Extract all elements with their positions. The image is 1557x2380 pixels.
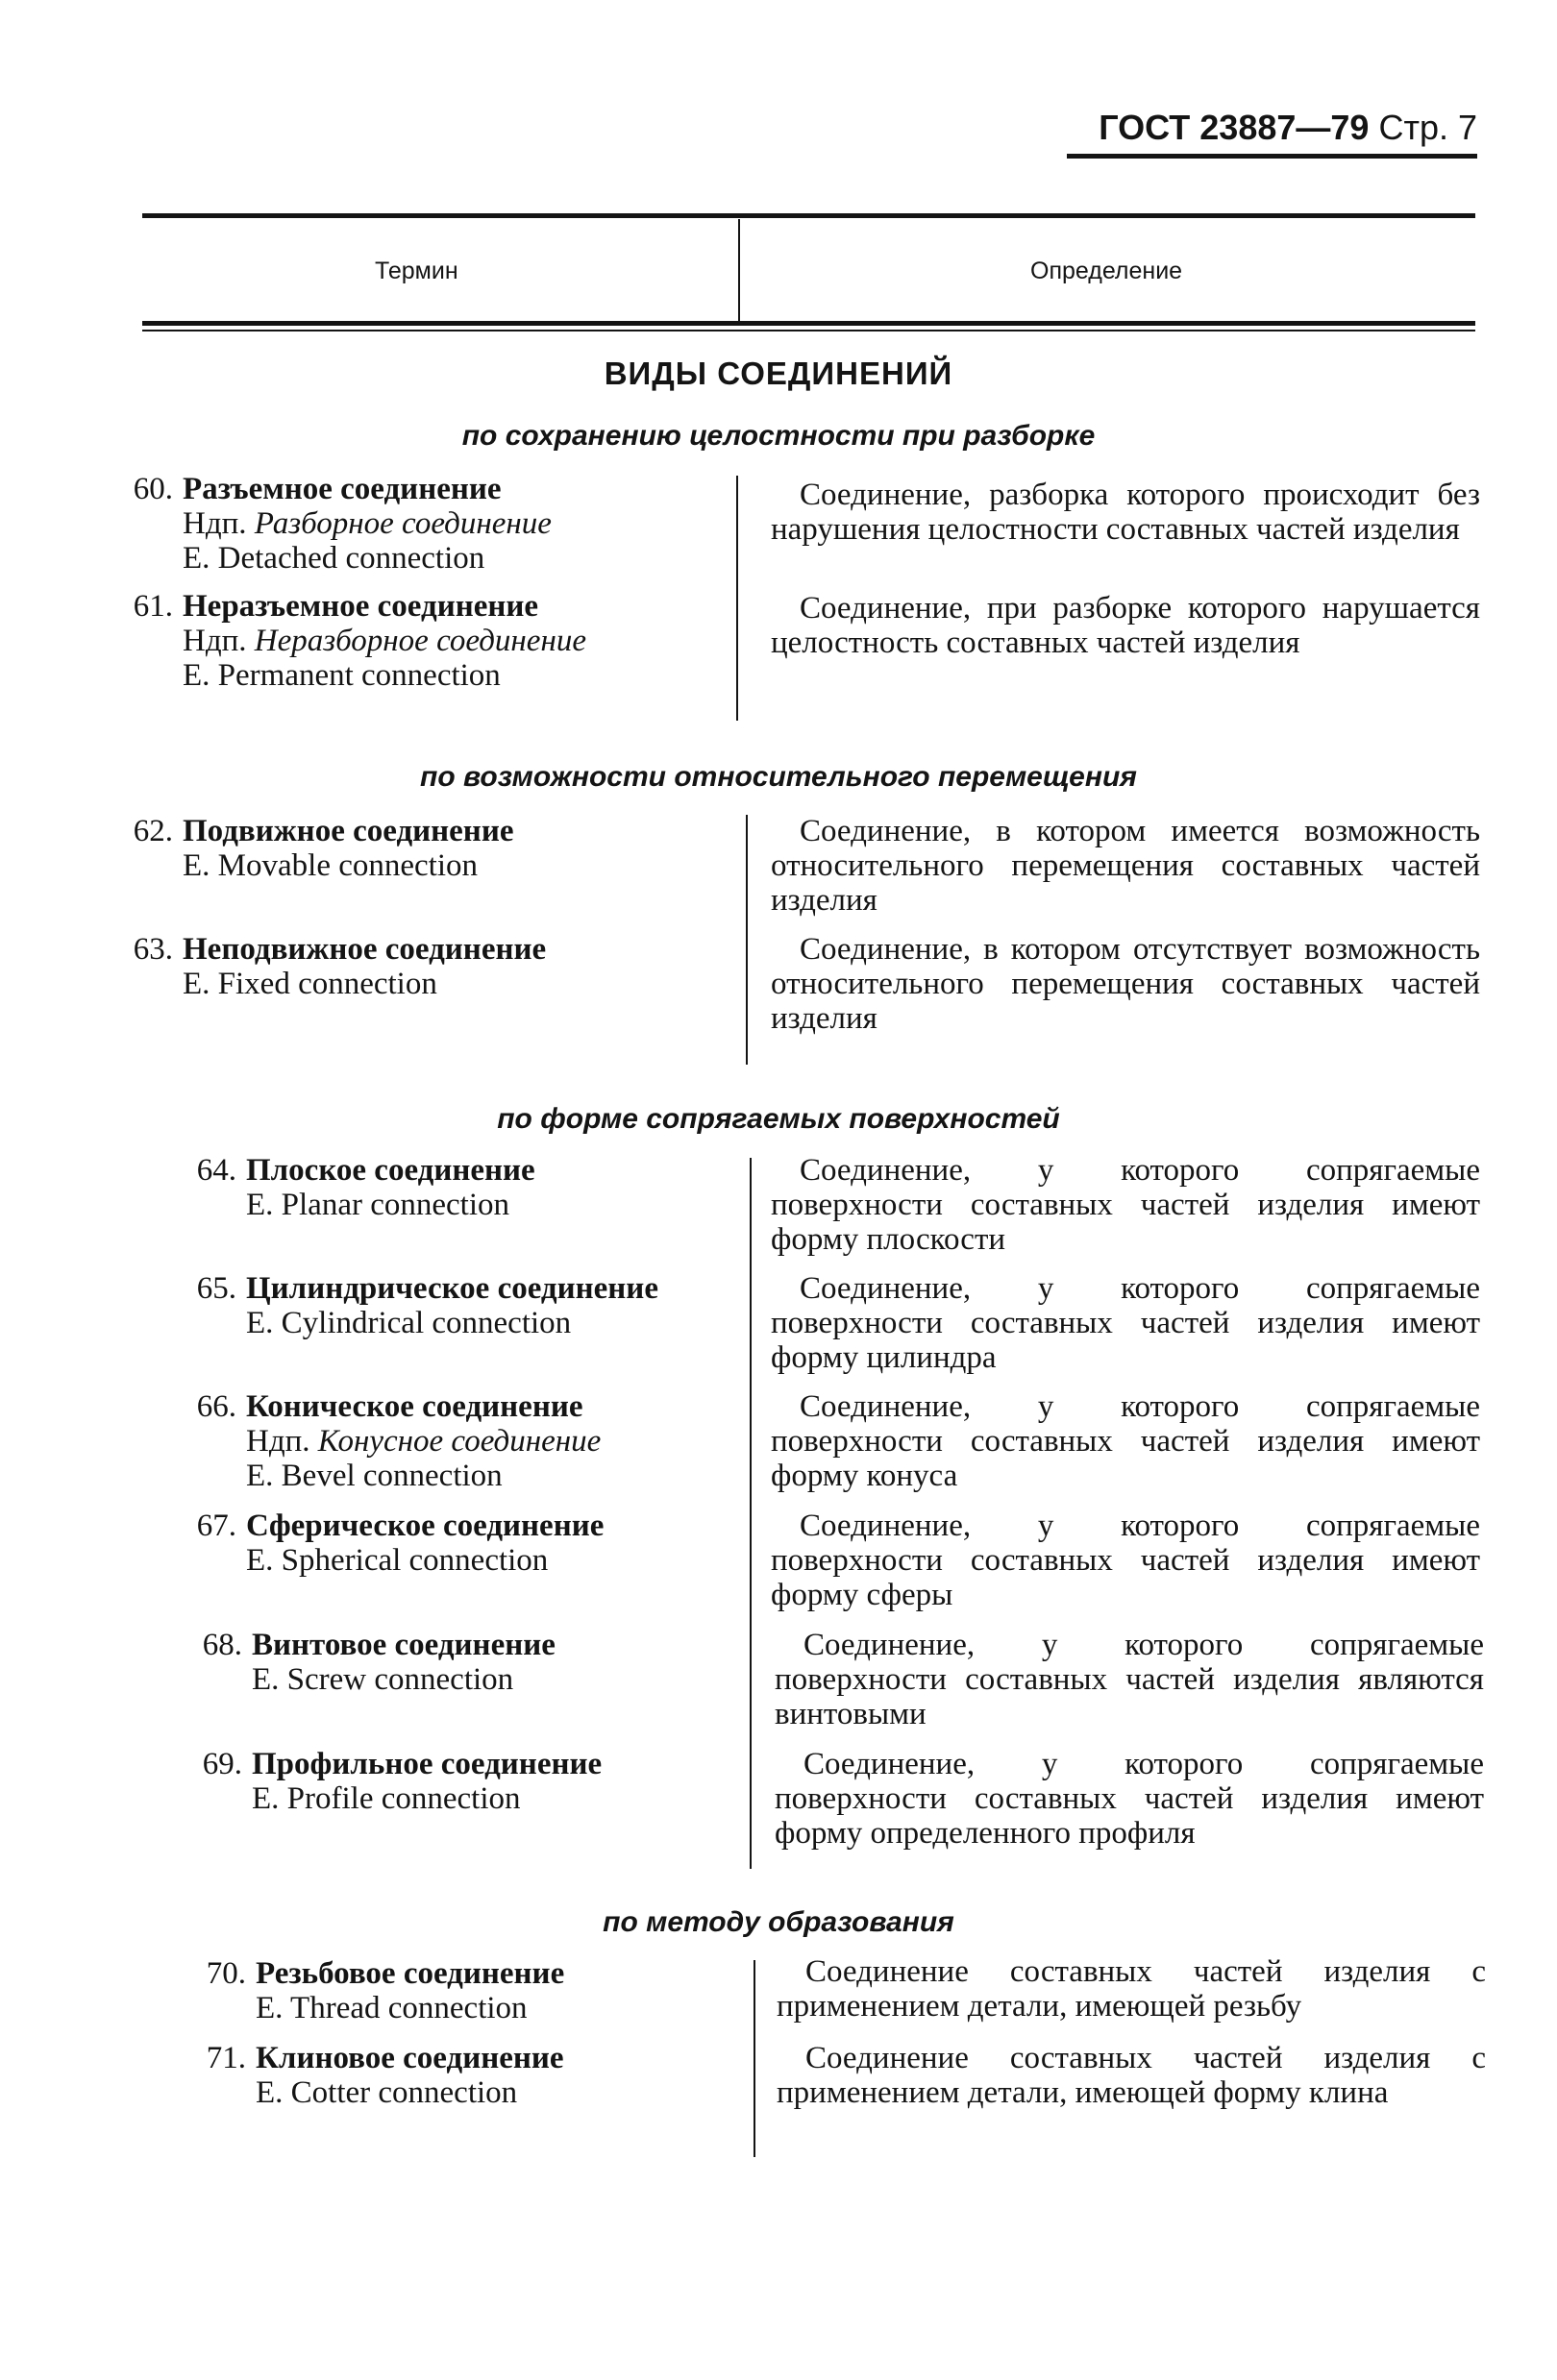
not-allowed-term: Ндп. Разборное соединение xyxy=(183,506,552,541)
term-entry xyxy=(133,814,721,883)
term-name: Подвижное соединение xyxy=(183,814,514,848)
group-title: по методу образования xyxy=(603,1906,954,1938)
group-title: по сохранению целостности при разборке xyxy=(461,420,1096,452)
english-term: E. Cylindrical connection xyxy=(246,1306,572,1340)
standard-number: ГОСТ 23887—79 xyxy=(1099,108,1370,147)
term-name: Плоское соединение xyxy=(246,1153,535,1188)
group-divider xyxy=(736,476,738,721)
term-name: Неподвижное соединение xyxy=(183,932,547,967)
term-definition: Соединение, разборка которого происходит без нарушения целостности составных частей изделия xyxy=(771,478,1480,547)
english-term: E. Movable connection xyxy=(183,848,478,883)
term-entry xyxy=(202,1747,790,1816)
term-definition: Соединение, в котором имеется возможность относительного перемещения составных частей изделия xyxy=(771,814,1480,918)
english-term: E. Fixed connection xyxy=(183,967,437,1001)
page-header xyxy=(1099,108,1477,148)
term-entry xyxy=(196,1389,784,1493)
term-entry xyxy=(133,472,721,576)
column-header-term: Термин xyxy=(375,258,458,284)
column-header-definition: Определение xyxy=(1030,258,1183,284)
term-definition: Соединение, у которого сопрягаемые поверхности составных частей изделия имеют форму конуса xyxy=(771,1389,1480,1493)
term-entry xyxy=(202,1628,790,1697)
not-allowed-term: Ндп. Неразборное соединение xyxy=(183,624,586,658)
group-divider xyxy=(746,815,748,1065)
term-definition: Соединение составных частей изделия с применением детали, имеющей резьбу xyxy=(777,1954,1486,2024)
term-name: Разъемное соединение xyxy=(183,472,502,506)
term-name: Коническое соединение xyxy=(246,1389,583,1424)
term-entry xyxy=(133,589,721,693)
entry-number: 60. xyxy=(133,472,173,506)
term-definition: Соединение, при разборке которого нарушается целостность составных частей изделия xyxy=(771,591,1480,660)
group-title: по возможности относительного перемещения xyxy=(420,761,1137,793)
english-term: E. Planar connection xyxy=(246,1188,509,1222)
group-title: по форме сопрягаемых поверхностей xyxy=(497,1103,1060,1135)
english-term: E. Cotter connection xyxy=(256,2075,518,2110)
table-top-rule xyxy=(142,213,1475,218)
table-head-rule-thick xyxy=(142,321,1475,326)
term-entry xyxy=(206,1956,794,2025)
not-allowed-term: Ндп. Конусное соединение xyxy=(246,1424,602,1459)
header-underline xyxy=(1067,154,1477,159)
section-title: ВИДЫ СОЕДИНЕНИЙ xyxy=(604,356,953,391)
english-term: E. Screw connection xyxy=(252,1662,514,1697)
english-term: E. Permanent connection xyxy=(183,658,501,693)
table-head-rule-thin xyxy=(142,330,1475,331)
entry-number: 65. xyxy=(196,1271,236,1306)
english-term: E. Bevel connection xyxy=(246,1459,503,1493)
column-divider xyxy=(738,219,740,325)
term-definition: Соединение, у которого сопрягаемые поверхности составных частей изделия имеют форму цилиндра xyxy=(771,1271,1480,1375)
term-definition: Соединение, у которого сопрягаемые поверхности составных частей изделия являются винтовыми xyxy=(775,1628,1484,1731)
entry-number: 63. xyxy=(133,932,173,967)
term-entry xyxy=(133,932,721,1001)
term-name: Резьбовое соединение xyxy=(256,1956,565,1991)
page-number: Стр. 7 xyxy=(1378,108,1477,147)
term-name: Клиновое соединение xyxy=(256,2041,564,2075)
term-entry xyxy=(196,1271,784,1340)
term-entry xyxy=(196,1509,784,1578)
term-definition: Соединение, у которого сопрягаемые поверхности составных частей изделия имеют форму сферы xyxy=(771,1509,1480,1612)
term-definition: Соединение, у которого сопрягаемые поверхности составных частей изделия имеют форму определенного профиля xyxy=(775,1747,1484,1851)
english-term: E. Spherical connection xyxy=(246,1543,549,1578)
term-name: Цилиндрическое соединение xyxy=(246,1271,658,1306)
entry-number: 70. xyxy=(206,1956,246,1991)
term-definition: Соединение, у которого сопрягаемые поверхности составных частей изделия имеют форму плоскости xyxy=(771,1153,1480,1257)
term-definition: Соединение, в котором отсутствует возможность относительного перемещения составных частей изделия xyxy=(771,932,1480,1036)
entry-number: 66. xyxy=(196,1389,236,1424)
english-term: E. Profile connection xyxy=(252,1781,521,1816)
entry-number: 64. xyxy=(196,1153,236,1188)
term-name: Сферическое соединение xyxy=(246,1509,605,1543)
english-term: E. Detached connection xyxy=(183,541,485,576)
term-name: Винтовое соединение xyxy=(252,1628,556,1662)
term-entry xyxy=(196,1153,784,1222)
term-entry xyxy=(206,2041,794,2110)
entry-number: 69. xyxy=(202,1747,242,1781)
term-definition: Соединение составных частей изделия с применением детали, имеющей форму клина xyxy=(777,2041,1486,2110)
term-name: Профильное соединение xyxy=(252,1747,603,1781)
entry-number: 61. xyxy=(133,589,173,624)
entry-number: 68. xyxy=(202,1628,242,1662)
entry-number: 71. xyxy=(206,2041,246,2075)
entry-number: 62. xyxy=(133,814,173,848)
entry-number: 67. xyxy=(196,1509,236,1543)
english-term: E. Thread connection xyxy=(256,1991,528,2025)
term-name: Неразъемное соединение xyxy=(183,589,539,624)
